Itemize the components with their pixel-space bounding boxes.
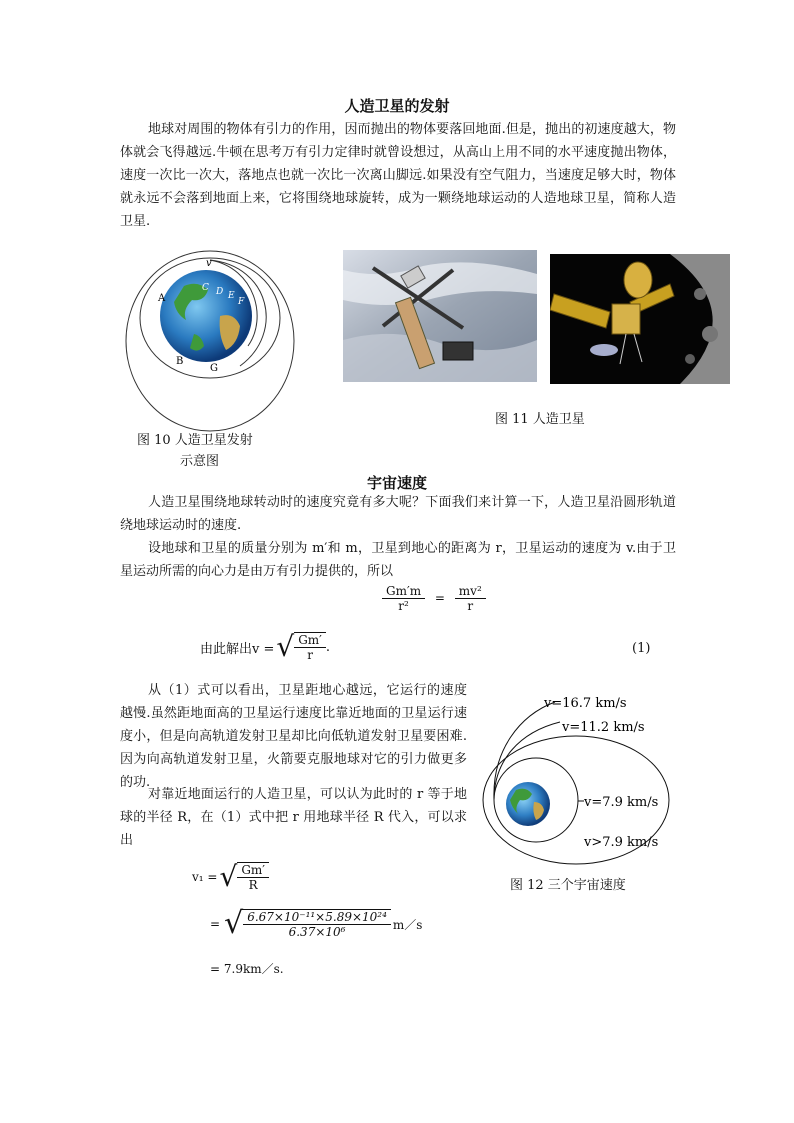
label-b: B bbox=[176, 356, 184, 367]
calc-numerator: 6.67×10⁻¹¹×5.89×10²⁴ bbox=[243, 910, 391, 925]
section-title-cosmic-velocity: 宇宙速度 bbox=[366, 474, 427, 492]
calc-unit: m／s bbox=[392, 917, 423, 932]
label-c: C bbox=[202, 283, 209, 293]
eq1-rhs-denominator: r bbox=[467, 599, 474, 613]
figure-12-cosmic-velocities bbox=[480, 690, 700, 870]
eq2-suffix: . bbox=[325, 639, 331, 655]
velocity-paragraph-2: 设地球和卫星的质量分别为 m′和 m，卫星到地心的距离为 r，卫星运动的速度为 v.由于卫星运动所需的向心力是由万有引力提供的，所以 bbox=[120, 541, 676, 579]
intro-paragraph: 地球对周围的物体有引力的作用，因而抛出的物体要落回地面.但是，抛出的初速度越大，物体就会飞得越远.牛顿在思考万有引力定律时就曾设想过，从高山上用不同的水平速度抛出物体，速度一次比一次大，落地点也就一次比一次离山脚远.如果没有空气阻力，当速度足够大时，物体就永远不会落到地面上来，它将围绕地球旋转，成为一颗绕地球运动的人造地球卫星，简称人造卫星. bbox=[120, 122, 676, 229]
label-f: F bbox=[238, 297, 245, 307]
label-a: A bbox=[158, 293, 166, 304]
velocity-paragraph-4: 对靠近地面运行的人造卫星，可以认为此时的 r 等于地球的半径 R，在（1）式中把 r 用地球半径 R 代入，可以求出 bbox=[120, 787, 467, 848]
eq2-denominator: r bbox=[307, 648, 313, 662]
label-v-gt-7-9: v>7.9 km/s bbox=[584, 835, 659, 850]
label-v-7-9: v=7.9 km/s bbox=[584, 795, 659, 810]
v1-numerator: Gm′ bbox=[237, 863, 269, 878]
equation-calculation bbox=[210, 908, 422, 940]
figure-10-launch-diagram bbox=[120, 238, 310, 434]
calc-denominator: 6.37×10⁶ bbox=[288, 925, 346, 939]
equation-number: (1) bbox=[632, 641, 651, 656]
figure-10-caption-line1: 图 10 人造卫星发射 bbox=[137, 433, 253, 448]
equation-v1 bbox=[192, 862, 269, 892]
velocity-paragraph-3: 从（1）式可以看出，卫星距地心越远，它运行的速度越慢.虽然距地面高的卫星运行速度比靠近地面的卫星运行速度小，但是向高轨道发射卫星却比向低轨道发射卫星要困难.因为向高轨道发射卫星，火箭要克服地球对它的引力做更多的功. bbox=[120, 683, 467, 790]
label-v-16-7: v=16.7 km/s bbox=[544, 696, 627, 711]
eq1-equals: = bbox=[434, 591, 445, 605]
eq2-prefix: 由此解出v = bbox=[200, 641, 275, 657]
equation-result: = 7.9km／s. bbox=[210, 962, 284, 976]
v1-label: v₁ = bbox=[192, 870, 218, 884]
velocity-paragraph-1: 人造卫星围绕地球转动时的速度究竟有多大呢？下面我们来计算一下，人造卫星沿圆形轨道绕地球运动时的速度. bbox=[120, 495, 676, 533]
label-v: v bbox=[206, 258, 212, 269]
calc-equals: = bbox=[210, 917, 221, 931]
photo-satellite bbox=[550, 254, 730, 384]
v1-denominator: R bbox=[248, 878, 258, 892]
eq2-numerator: Gm′ bbox=[294, 633, 326, 648]
label-g: G bbox=[210, 363, 218, 374]
label-d: D bbox=[216, 287, 224, 297]
eq1-lhs-denominator: r² bbox=[398, 599, 409, 613]
eq1-rhs-numerator: mv² bbox=[455, 584, 486, 599]
label-e: E bbox=[228, 291, 235, 301]
figure-12-caption: 图 12 三个宇宙速度 bbox=[510, 878, 626, 893]
figure-11-caption: 图 11 人造卫星 bbox=[495, 412, 585, 427]
sqrt-symbol-icon: √ bbox=[276, 630, 295, 663]
figure-10-caption-line2: 示意图 bbox=[180, 454, 220, 469]
equation-force-balance bbox=[382, 584, 486, 613]
sqrt-symbol-icon: √ bbox=[219, 860, 238, 893]
sqrt-symbol-icon: √ bbox=[224, 906, 244, 941]
section-title-launch: 人造卫星的发射 bbox=[344, 97, 450, 115]
photo-space-station bbox=[343, 250, 537, 382]
label-v-11-2: v=11.2 km/s bbox=[562, 720, 645, 735]
eq1-lhs-numerator: Gm′m bbox=[382, 584, 425, 599]
equation-velocity bbox=[200, 632, 330, 662]
